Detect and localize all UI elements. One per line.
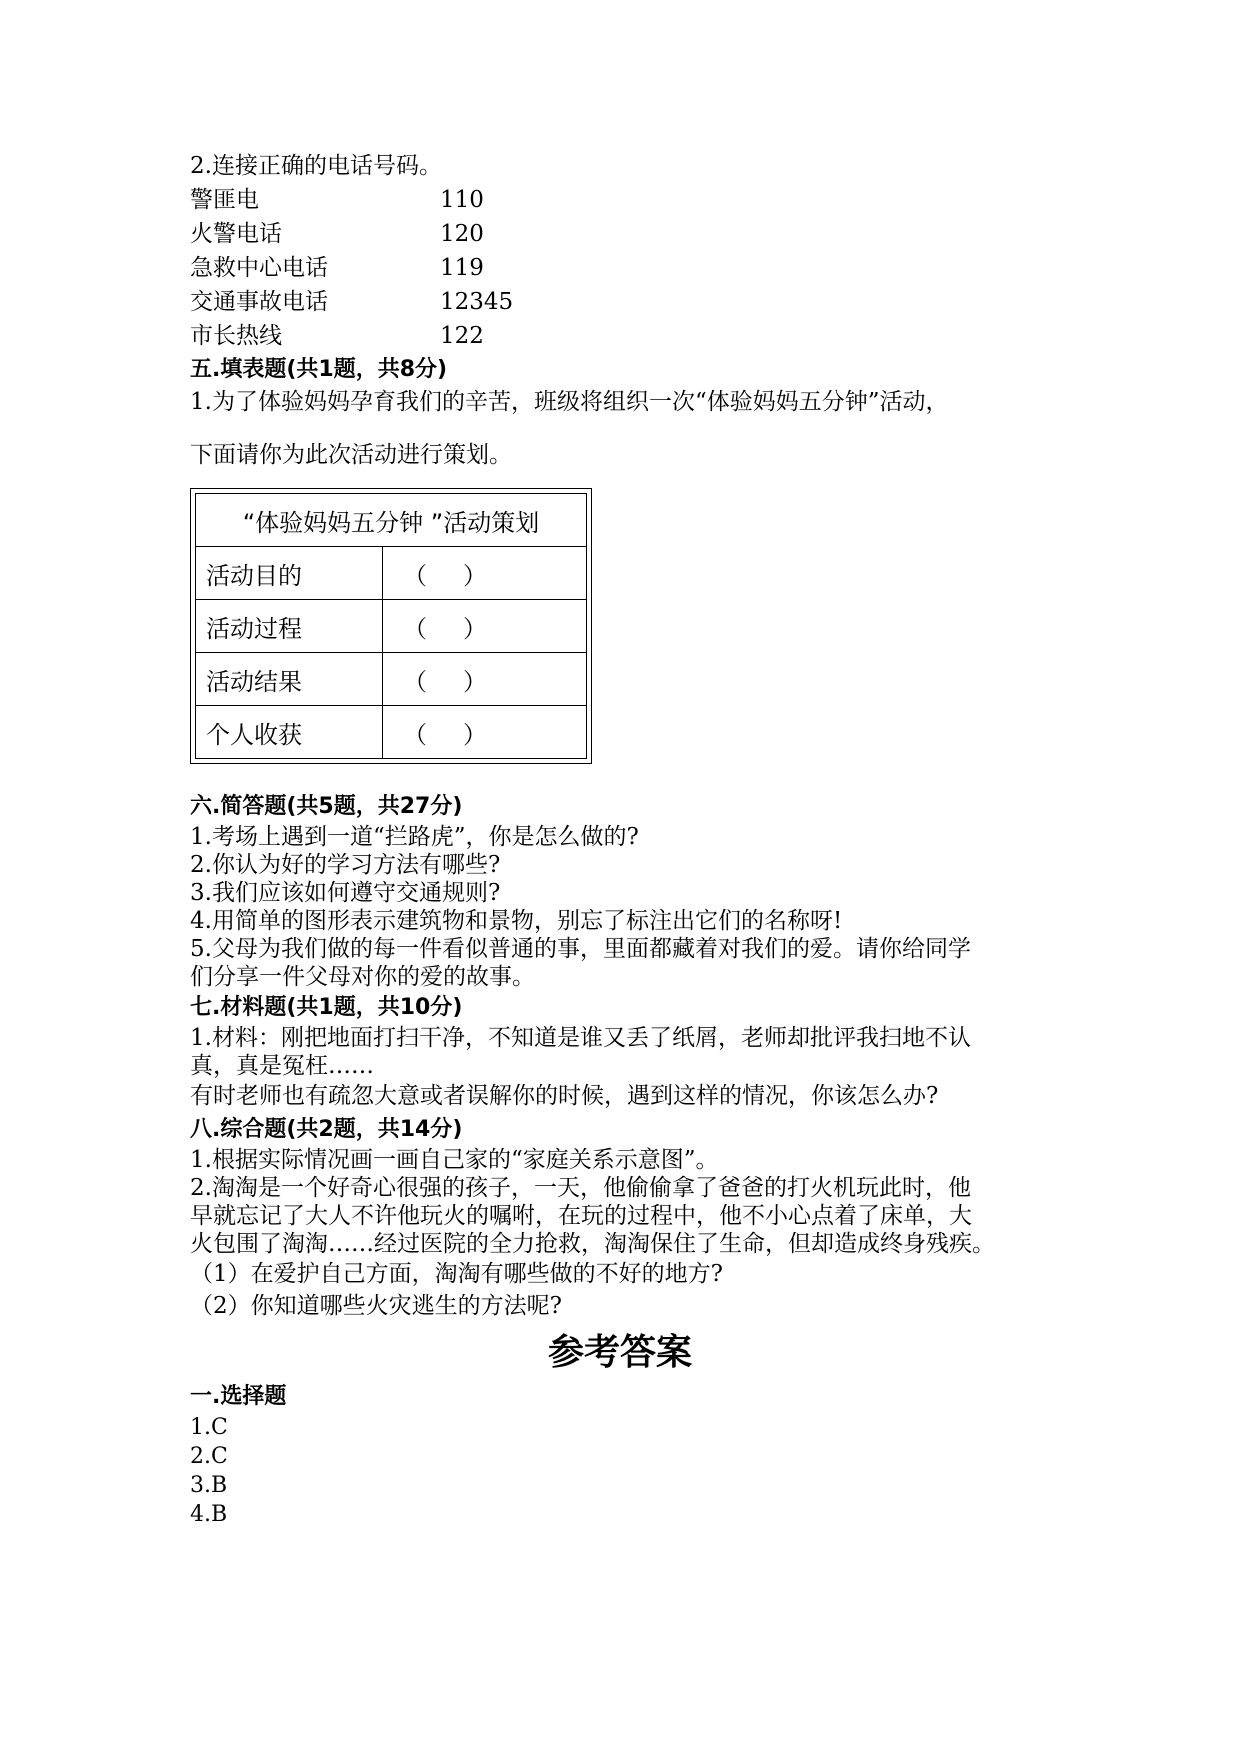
phone-number: 110	[440, 187, 484, 213]
phone-row	[190, 285, 1070, 319]
answer-item: 2.C	[190, 1444, 228, 1469]
section-heading-7: 七.材料题(共1题，共10分)	[190, 995, 463, 1020]
phone-number: 122	[440, 323, 484, 349]
plan-table	[195, 493, 587, 759]
table-row	[196, 706, 587, 759]
question-item: 2.淘淘是一个好奇心很强的孩子，一天，他偷偷拿了爸爸的打火机玩此时，他	[190, 1175, 971, 1201]
plan-row-blank[interactable]: （ ）	[383, 547, 587, 600]
phone-row	[190, 183, 1070, 217]
phone-row	[190, 251, 1070, 285]
question-item: 3.我们应该如何遵守交通规则?	[190, 880, 501, 906]
question-item: 1.根据实际情况画一画自己家的“家庭关系示意图”。	[190, 1147, 719, 1173]
answer-item: 3.B	[190, 1473, 228, 1498]
plan-row-label: 个人收获	[196, 706, 383, 759]
sub-question: （1）在爱护自己方面，淘淘有哪些做的不好的地方?	[190, 1261, 723, 1287]
question-item: 火包围了淘淘……经过医院的全力抢救，淘淘保住了生命，但却造成终身残疾。	[190, 1231, 995, 1257]
phone-number: 120	[440, 221, 484, 247]
section-heading-8: 八.综合题(共2题，共14分)	[190, 1117, 463, 1142]
question-item: 5.父母为我们做的每一件看似普通的事，里面都藏着对我们的爱。请你给同学	[190, 936, 971, 962]
question-item: 2.你认为好的学习方法有哪些?	[190, 852, 501, 878]
section-heading-6: 六.简答题(共5题，共27分)	[190, 794, 463, 819]
phone-match-list	[190, 183, 1070, 353]
answers-title: 参考答案	[547, 1332, 692, 1373]
plan-row-blank[interactable]: （ ）	[383, 706, 587, 759]
table-row	[196, 600, 587, 653]
plan-row-label: 活动过程	[196, 600, 383, 653]
sub-question: （2）你知道哪些火灾逃生的方法呢?	[190, 1293, 562, 1319]
answer-item: 1.C	[190, 1415, 228, 1440]
question-item: 1.考场上遇到一道“拦路虎”，你是怎么做的?	[190, 824, 639, 850]
phone-label: 警匪电	[190, 187, 259, 213]
answer-item: 4.B	[190, 1502, 228, 1527]
q-phone-prompt: 2.连接正确的电话号码。	[190, 153, 442, 179]
phone-number: 119	[440, 255, 484, 281]
table-row	[196, 547, 587, 600]
spacer	[190, 419, 1070, 439]
material-text: 1.材料：刚把地面打扫干净，不知道是谁又丢了纸屑，老师却批评我扫地不认	[190, 1025, 971, 1051]
exam-page	[190, 150, 1070, 1529]
answers-section-heading: 一.选择题	[190, 1384, 287, 1409]
plan-table-title: “体验妈妈五分钟 ”活动策划	[196, 494, 587, 547]
plan-row-label: 活动目的	[196, 547, 383, 600]
plan-row-blank[interactable]: （ ）	[383, 653, 587, 706]
table-row	[196, 653, 587, 706]
section-heading-5: 五.填表题(共1题，共8分)	[190, 357, 448, 382]
phone-label: 交通事故电话	[190, 289, 328, 315]
phone-row	[190, 217, 1070, 251]
material-question: 有时老师也有疏忽大意或者误解你的时候，遇到这样的情况，你该怎么办?	[190, 1083, 939, 1109]
question-item: 们分享一件父母对你的爱的故事。	[190, 964, 535, 990]
phone-label: 急救中心电话	[190, 255, 328, 281]
plan-row-label: 活动结果	[196, 653, 383, 706]
phone-label: 火警电话	[190, 221, 282, 247]
phone-number: 12345	[440, 289, 514, 315]
q-plan-line1: 1.为了体验妈妈孕育我们的辛苦，班级将组织一次“体验妈妈五分钟”活动，	[190, 389, 949, 415]
plan-table-frame	[190, 488, 592, 764]
question-item: 早就忘记了大人不许他玩火的嘱咐，在玩的过程中，他不小心点着了床单，大	[190, 1203, 972, 1229]
question-item: 4.用简单的图形表示建筑物和景物，别忘了标注出它们的名称呀!	[190, 908, 843, 934]
phone-row	[190, 319, 1070, 353]
material-text: 真，真是冤枉……	[190, 1053, 374, 1079]
q-plan-line2: 下面请你为此次活动进行策划。	[190, 442, 512, 468]
phone-label: 市长热线	[190, 323, 282, 349]
plan-row-blank[interactable]: （ ）	[383, 600, 587, 653]
